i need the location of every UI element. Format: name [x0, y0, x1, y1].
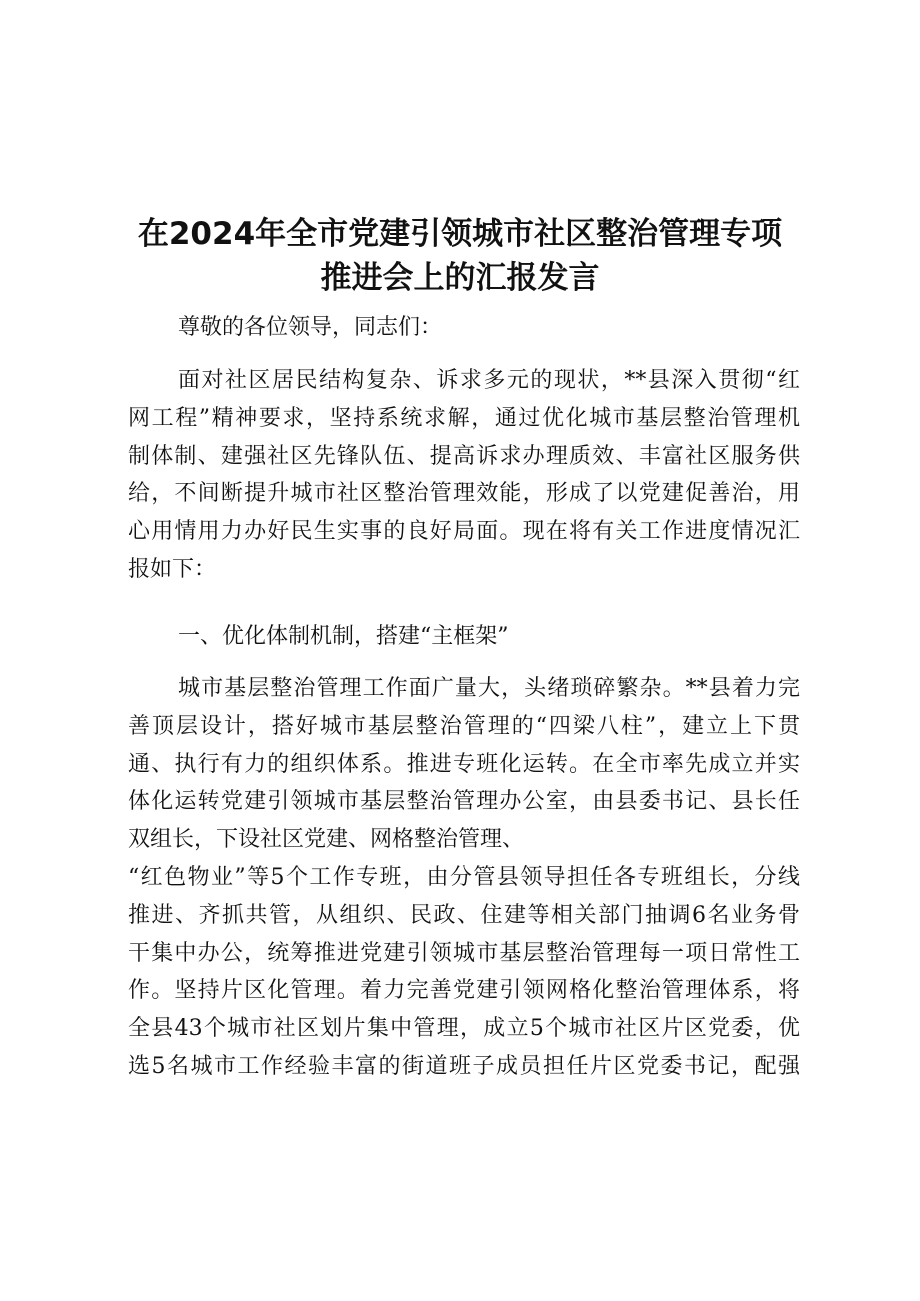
document-title-line-1: 在2024年全市党建引领城市社区整治管理专项 — [137, 216, 783, 252]
paragraph-line: 体化运转党建引领城市基层整治管理办公室，由县委书记、县长任 — [128, 789, 800, 815]
paragraph-section-1 — [128, 670, 800, 1086]
paragraph-line: 通、执行有力的组织体系。推进专班化运转。在全市率先成立并实 — [128, 751, 800, 777]
paragraph-line: 干集中办公，统筹推进党建引领城市基层整治管理每一项日常性工 — [128, 940, 800, 966]
paragraph-line: 作。坚持片区化管理。着力完善党建引领网格化整治管理体系，将 — [128, 978, 800, 1004]
paragraph-line: 制体制、建强社区先锋队伍、提高诉求办理质效、丰富社区服务供 — [128, 443, 800, 469]
paragraph-line: 双组长，下设社区党建、网格整治管理、 — [128, 827, 525, 853]
paragraph-line: 选5名城市工作经验丰富的街道班子成员担任片区党委书记，配强 — [128, 1053, 800, 1079]
paragraph-line: 城市基层整治管理工作面广量大，头绪琐碎繁杂。**县着力完 — [178, 676, 800, 701]
paragraph-line: 善顶层设计，搭好城市基层整治管理的“四梁八柱”，建立上下贯 — [128, 713, 800, 739]
document-title-line-2: 推进会上的汇报发言 — [320, 260, 600, 296]
paragraph-line: 全县43个城市社区划片集中管理，成立5个城市社区片区党委，优 — [128, 1016, 800, 1042]
paragraph-intro — [128, 362, 800, 589]
paragraph-line: 推进、齐抓共管，从组织、民政、住建等相关部门抽调6名业务骨 — [128, 902, 800, 928]
salutation: 尊敬的各位领导，同志们： — [178, 315, 443, 340]
paragraph-line: “红色物业”等5个工作专班，由分管县领导担任各专班组长，分线 — [128, 864, 800, 890]
paragraph-line: 面对社区居民结构复杂、诉求多元的现状，**县深入贯彻“红 — [178, 368, 800, 393]
paragraph-line: 心用情用力办好民生实事的良好局面。现在将有关工作进度情况汇 — [128, 519, 800, 545]
paragraph-line: 网工程”精神要求，坚持系统求解，通过优化城市基层整治管理机 — [128, 405, 800, 431]
paragraph-line: 给，不间断提升城市社区整治管理效能，形成了以党建促善治，用 — [128, 481, 800, 507]
section-heading-1: 一、优化体制机制，搭建“主框架” — [178, 624, 509, 649]
paragraph-line: 报如下： — [128, 556, 217, 582]
